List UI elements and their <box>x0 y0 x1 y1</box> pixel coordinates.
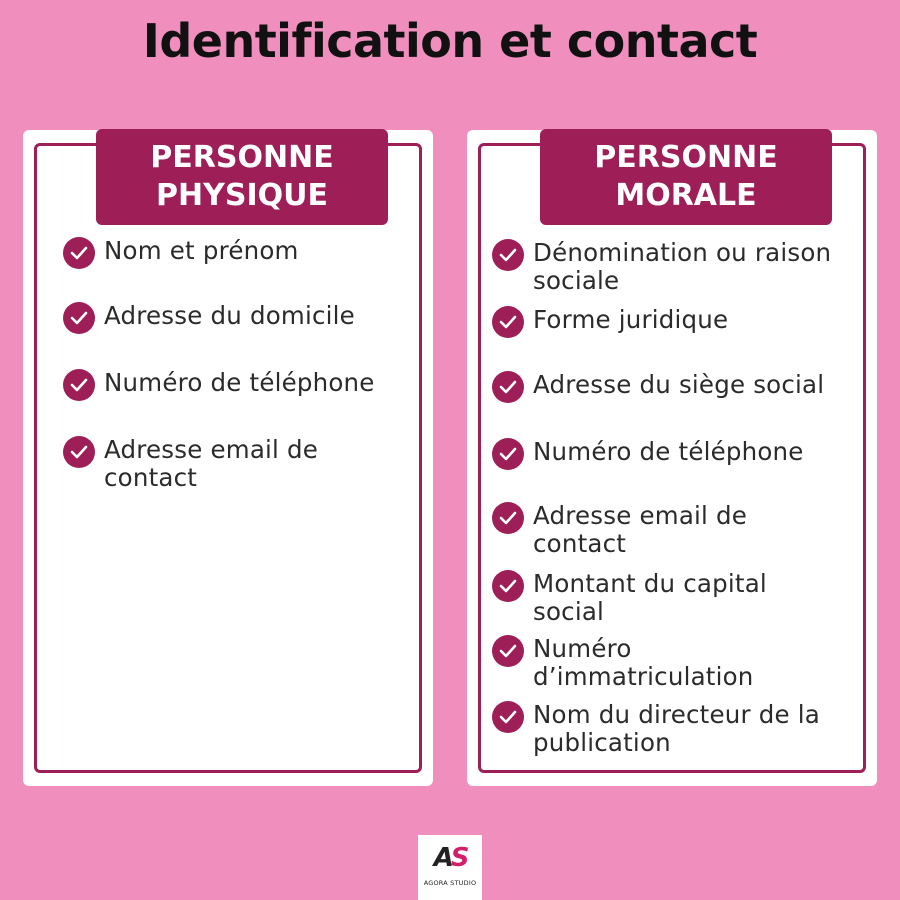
list-item-label: Montant du capital social <box>533 569 767 626</box>
logo-text: AGORA STUDIO <box>423 879 477 887</box>
check-circle-icon <box>492 239 524 271</box>
list-item <box>492 438 861 470</box>
logo-mark-s: S <box>450 843 467 873</box>
list-item-label: Numéro de téléphone <box>104 368 375 397</box>
list-item-label: Adresse email de contact <box>533 501 748 558</box>
panel-personne-morale <box>467 130 877 786</box>
header-line-2: MORALE <box>615 178 757 213</box>
list-item-label: Adresse email de contact <box>104 435 319 492</box>
check-circle-icon <box>63 302 95 334</box>
list-item-label: Numéro de téléphone <box>533 437 804 466</box>
list-item <box>63 369 413 401</box>
list-item-label: Nom du directeur de la publication <box>533 700 820 757</box>
list-item <box>492 239 861 295</box>
panel-personne-physique <box>23 130 433 786</box>
list-item-label: Numéro d’immatriculation <box>533 634 754 691</box>
list-item-label: Adresse du siège social <box>533 370 825 399</box>
list-item <box>63 237 413 269</box>
check-circle-icon <box>492 502 524 534</box>
list-item <box>63 302 413 334</box>
panel-header <box>540 129 832 225</box>
panel-header <box>96 129 388 225</box>
list-item <box>492 502 803 558</box>
check-circle-icon <box>492 701 524 733</box>
header-line-1: PERSONNE <box>150 140 334 175</box>
list-item-label: Adresse du domicile <box>104 301 355 330</box>
check-circle-icon <box>492 306 524 338</box>
page-title: Identification et contact <box>142 14 758 68</box>
header-line-2: PHYSIQUE <box>156 178 328 213</box>
check-circle-icon <box>492 635 524 667</box>
check-circle-icon <box>492 570 524 602</box>
list-item <box>492 306 861 338</box>
list-item <box>492 635 803 691</box>
header-line-1: PERSONNE <box>594 140 778 175</box>
list-item <box>63 436 359 492</box>
list-item <box>492 371 861 403</box>
logo-mark-a: A <box>433 843 451 873</box>
list-item-label: Forme juridique <box>533 305 729 334</box>
check-circle-icon <box>63 369 95 401</box>
check-circle-icon <box>492 371 524 403</box>
list-item <box>492 570 823 626</box>
panel-border <box>34 140 422 773</box>
list-item-label: Dénomination ou raison sociale <box>533 238 832 295</box>
logo-mark <box>418 843 482 873</box>
check-circle-icon <box>63 237 95 269</box>
panel-border <box>478 140 866 773</box>
list-item-label: Nom et prénom <box>104 236 299 265</box>
check-circle-icon <box>63 436 95 468</box>
check-circle-icon <box>492 438 524 470</box>
list-item <box>492 701 861 757</box>
agora-studio-logo <box>418 835 482 900</box>
